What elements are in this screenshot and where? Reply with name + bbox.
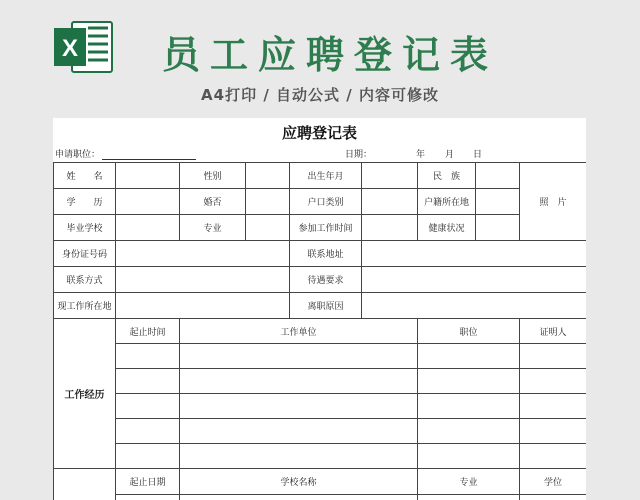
work-history-section-label: 工作经历	[54, 319, 116, 469]
table-row	[54, 267, 587, 293]
date-month-label: 月	[445, 150, 455, 160]
apply-position-label: 申请职位：	[55, 150, 101, 160]
work-company-header: 工作单位	[180, 319, 418, 344]
work-company-cell[interactable]	[180, 419, 418, 444]
work-reference-cell[interactable]	[520, 344, 587, 369]
table-row	[54, 189, 587, 215]
table-row	[54, 394, 587, 419]
education-label: 学 历	[54, 189, 116, 215]
edu-major-cell[interactable]	[418, 495, 520, 500]
date-label: 日期：	[345, 150, 373, 160]
edu-period-cell[interactable]	[116, 495, 180, 500]
address-label: 联系地址	[290, 241, 362, 267]
health-label: 健康状况	[418, 215, 476, 241]
work-reference-cell[interactable]	[520, 369, 587, 394]
apply-position-field[interactable]	[55, 147, 196, 160]
name-cell[interactable]	[116, 163, 180, 189]
table-row	[54, 344, 587, 369]
work-company-cell[interactable]	[180, 344, 418, 369]
major-label: 专业	[180, 215, 246, 241]
leave-reason-cell[interactable]	[362, 293, 587, 319]
date-day-label: 日	[473, 150, 483, 160]
table-row	[54, 293, 587, 319]
birth-label: 出生年月	[290, 163, 362, 189]
native-place-cell[interactable]	[476, 189, 520, 215]
work-position-cell[interactable]	[418, 369, 520, 394]
work-period-header: 起止时间	[116, 319, 180, 344]
work-reference-cell[interactable]	[520, 444, 587, 469]
work-reference-header: 证明人	[520, 319, 587, 344]
table-row	[54, 319, 587, 344]
apply-position-input-line[interactable]	[102, 150, 196, 160]
banner-subtitle: A4打印 / 自动公式 / 内容可修改	[201, 86, 439, 104]
birth-cell[interactable]	[362, 163, 418, 189]
hukou-type-cell[interactable]	[362, 189, 418, 215]
table-row	[54, 163, 587, 189]
id-number-label: 身份证号码	[54, 241, 116, 267]
work-position-cell[interactable]	[418, 419, 520, 444]
work-start-cell[interactable]	[362, 215, 418, 241]
work-position-cell[interactable]	[418, 394, 520, 419]
edu-degree-header: 学位	[520, 469, 587, 495]
current-work-place-label: 现工作所在地	[54, 293, 116, 319]
work-start-label: 参加工作时间	[290, 215, 362, 241]
work-reference-cell[interactable]	[520, 419, 587, 444]
school-label: 毕业学校	[54, 215, 116, 241]
health-cell[interactable]	[476, 215, 520, 241]
table-row	[54, 241, 587, 267]
form-title: 应聘登记表	[281, 124, 357, 142]
edu-period-header: 起止日期	[116, 469, 180, 495]
gender-cell[interactable]	[246, 163, 290, 189]
work-company-cell[interactable]	[180, 369, 418, 394]
table-row	[54, 215, 587, 241]
education-cell[interactable]	[116, 189, 180, 215]
hukou-type-label: 户口类别	[290, 189, 362, 215]
contact-label: 联系方式	[54, 267, 116, 293]
id-number-cell[interactable]	[116, 241, 290, 267]
marital-label: 婚否	[180, 189, 246, 215]
banner-title: 员工应聘登记表	[161, 33, 498, 77]
edu-degree-cell[interactable]	[520, 495, 587, 500]
work-position-cell[interactable]	[418, 444, 520, 469]
work-company-cell[interactable]	[180, 394, 418, 419]
work-position-cell[interactable]	[418, 344, 520, 369]
table-row	[54, 369, 587, 394]
edu-school-cell[interactable]	[180, 495, 418, 500]
work-period-cell[interactable]	[116, 369, 180, 394]
excel-icon	[52, 18, 114, 76]
edu-major-header: 专业	[418, 469, 520, 495]
table-row	[54, 444, 587, 469]
application-form-table	[53, 162, 586, 500]
ethnicity-label: 民 族	[418, 163, 476, 189]
work-period-cell[interactable]	[116, 394, 180, 419]
work-company-cell[interactable]	[180, 444, 418, 469]
excel-logo	[52, 18, 114, 76]
name-label: 姓 名	[54, 163, 116, 189]
current-work-place-cell[interactable]	[116, 293, 290, 319]
logo-letter: X	[61, 35, 79, 62]
table-row	[54, 419, 587, 444]
major-cell[interactable]	[246, 215, 290, 241]
native-place-label: 户籍所在地	[418, 189, 476, 215]
photo-cell[interactable]: 照 片	[520, 163, 587, 241]
work-period-cell[interactable]	[116, 444, 180, 469]
date-year-label: 年	[416, 150, 426, 160]
ethnicity-cell[interactable]	[476, 163, 520, 189]
salary-req-label: 待遇要求	[290, 267, 362, 293]
work-reference-cell[interactable]	[520, 394, 587, 419]
form-sheet	[53, 118, 586, 500]
address-cell[interactable]	[362, 241, 587, 267]
marital-cell[interactable]	[246, 189, 290, 215]
salary-req-cell[interactable]	[362, 267, 587, 293]
table-row	[54, 469, 587, 495]
leave-reason-label: 离职原因	[290, 293, 362, 319]
work-position-header: 职位	[418, 319, 520, 344]
contact-cell[interactable]	[116, 267, 290, 293]
gender-label: 性别	[180, 163, 246, 189]
school-cell[interactable]	[116, 215, 180, 241]
work-period-cell[interactable]	[116, 419, 180, 444]
work-period-cell[interactable]	[116, 344, 180, 369]
edu-school-header: 学校名称	[180, 469, 418, 495]
education-section-cell	[54, 469, 116, 500]
table-row	[54, 495, 587, 500]
